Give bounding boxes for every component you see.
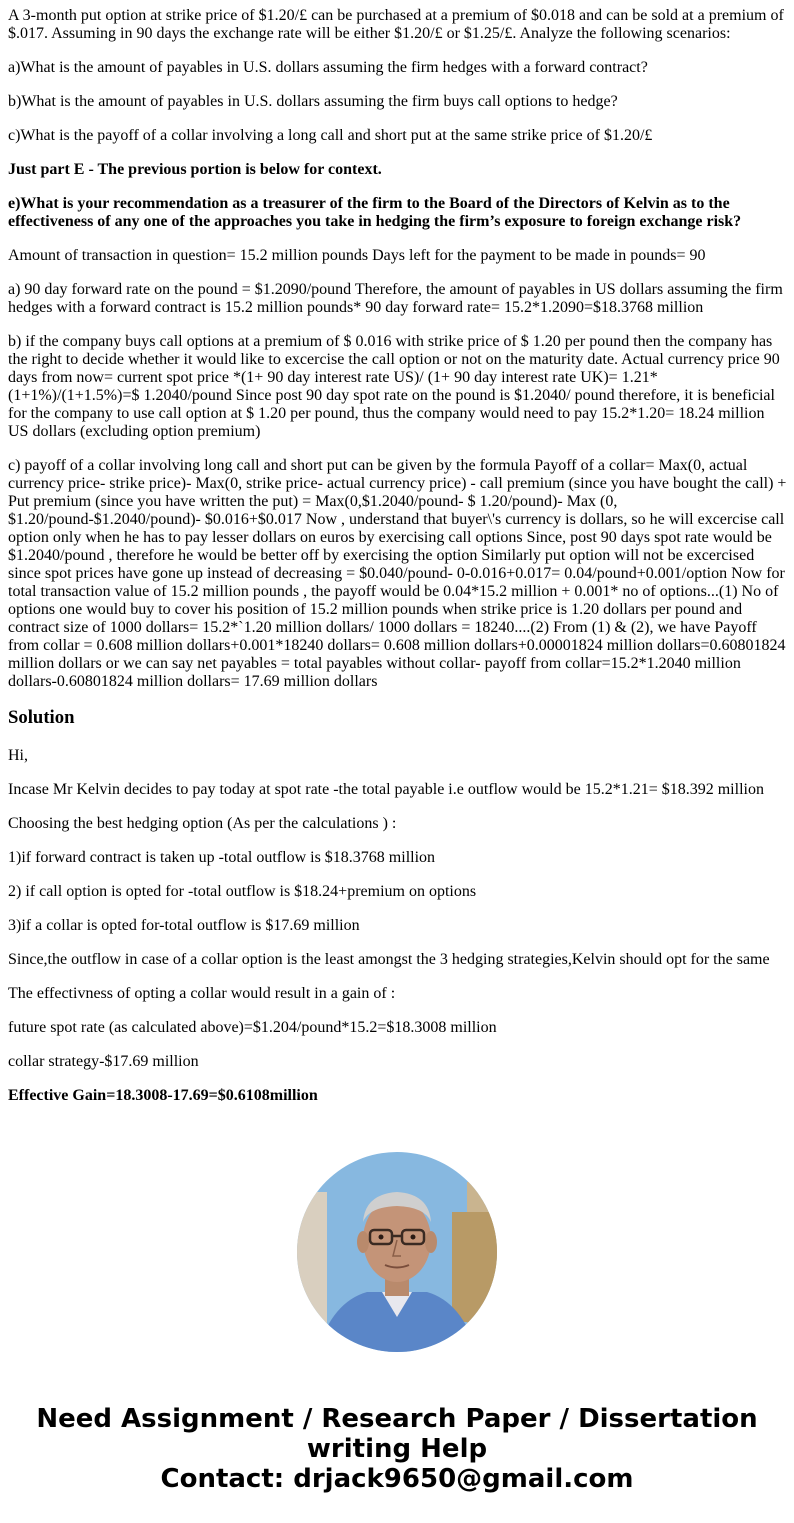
banner-line-2: writing Help xyxy=(306,1434,488,1464)
context-transaction: Amount of transaction in question= 15.2 million pounds Days left for the payment to be made in pounds= 90 xyxy=(8,247,706,264)
banner-line-1: Need Assignment / Research Paper / Dissertation xyxy=(36,1404,758,1434)
solution-heading: Solution xyxy=(8,707,75,728)
solution-line: 1)if forward contract is taken up -total outflow is $18.3768 million xyxy=(8,849,436,866)
solution-line: collar strategy-$17.69 million xyxy=(8,1053,199,1070)
author-portrait-image xyxy=(297,1152,497,1352)
solution-line: Hi, xyxy=(8,747,28,764)
solution-line: The effectivness of opting a collar would result in a gain of : xyxy=(8,985,396,1002)
context-answer-a: a) 90 day forward rate on the pound = $1.2090/pound Therefore, the amount of payables in US dollars assuming the firm hedges with a forward contract is 15.2 million pounds* 90 day forward rate= 15.2*1.2090=$18.3768 million xyxy=(8,281,783,316)
solution-line: 3)if a collar is opted for-total outflow is $17.69 million xyxy=(8,917,360,934)
author-avatar xyxy=(297,1152,497,1352)
solution-line: Incase Mr Kelvin decides to pay today at spot rate -the total payable i.e outflow would be 15.2*1.21= $18.392 million xyxy=(8,781,764,798)
assignment-help-banner xyxy=(0,1404,794,1494)
solution-line: future spot rate (as calculated above)=$1.204/pound*15.2=$18.3008 million xyxy=(8,1019,497,1036)
question-part-a: a)What is the amount of payables in U.S. dollars assuming the firm hedges with a forward contract? xyxy=(8,59,648,76)
context-answer-c: c) payoff of a collar involving long call and short put can be given by the formula Payoff of a collar= Max(0, actual currency price- strike price)- Max(0, strike price- actual currency price) - call premium (since you have bought the call) + Put premium (since you have written the put) = Max(0,$1.2040/pound- $ 1.20/pound)- Max (0, $1.20/pound-$1.2040/pound)- $0.016+$0.017 Now , understand that buyer\'s currency is dollars, so he will excercise call option only when he has to pay lesser dollars on euros by exercising call options Since, post 90 days spot rate would be $1.2040/pound , therefore he would be better off by exercising the option Similarly put option will not be excercised since spot prices have gone up instead of decreasing = $0.040/pound- 0-0.016+0.017= 0.04/pound+0.001/option Now for total transaction value of 15.2 million pounds , the payoff would be 0.04*15.2 million + 0.001* no of options...(1) No of options one would buy to cover his position of 15.2 million pounds when strike price is 1.20 dollars per pound and contract size of 1000 dollars= 15.2*`1.20 million dollars/ 1000 dollars = 18240....(2) From (1) & (2), we have Payoff from collar = 0.608 million dollars+0.001*18240 dollars= 0.608 million dollars+0.00001824 million dollars=0.60801824 million dollars or we can say net payables = total payables without collar- payoff from collar=15.2*1.2040 million dollars-0.60801824 million dollars= 17.69 million dollars xyxy=(8,457,787,690)
question-intro: A 3-month put option at strike price of $1.20/£ can be purchased at a premium of $0.018 and can be sold at a premium of $.017. Assuming in 90 days the exchange rate will be either $1.20/£ or $1.25/£. Analyze the following scenarios: xyxy=(8,7,784,42)
context-note: Just part E - The previous portion is below for context. xyxy=(8,161,382,178)
question-part-b: b)What is the amount of payables in U.S. dollars assuming the firm buys call options to hedge? xyxy=(8,93,618,110)
context-answer-b: b) if the company buys call options at a premium of $ 0.016 with strike price of $ 1.20 per pound then the company has the right to decide whether it would like to excercise the call option or not on the maturity date. Actual currency price 90 days from now= current spot price *(1+ 90 day interest rate US)/ (1+ 90 day interest rate UK)= 1.21*(1+1%)/(1+1.5%)=$ 1.2040/pound Since post 90 day spot rate on the pound is $1.2040/ pound therefore, it is beneficial for the company to use call option at $ 1.20 per pound, thus the company would need to pay 15.2*1.20= 18.24 million US dollars (excluding option premium) xyxy=(8,333,780,440)
solution-line: Since,the outflow in case of a collar option is the least amongst the 3 hedging strategies,Kelvin should opt for the same xyxy=(8,951,770,968)
question-part-e: e)What is your recommendation as a treasurer of the firm to the Board of the Directors of Kelvin as to the effectiveness of any one of the approaches you take in hedging the firm’s exposure to foreign exchange risk? xyxy=(8,195,742,230)
solution-line: Choosing the best hedging option (As per the calculations ) : xyxy=(8,815,397,832)
banner-contact-email[interactable]: Contact: drjack9650@gmail.com xyxy=(160,1464,634,1494)
solution-line: 2) if call option is opted for -total outflow is $18.24+premium on options xyxy=(8,883,477,900)
document-body xyxy=(8,7,788,1121)
effective-gain: Effective Gain=18.3008-17.69=$0.6108million xyxy=(8,1087,318,1104)
question-part-c: c)What is the payoff of a collar involving a long call and short put at the same strike price of $1.20/£ xyxy=(8,127,653,144)
